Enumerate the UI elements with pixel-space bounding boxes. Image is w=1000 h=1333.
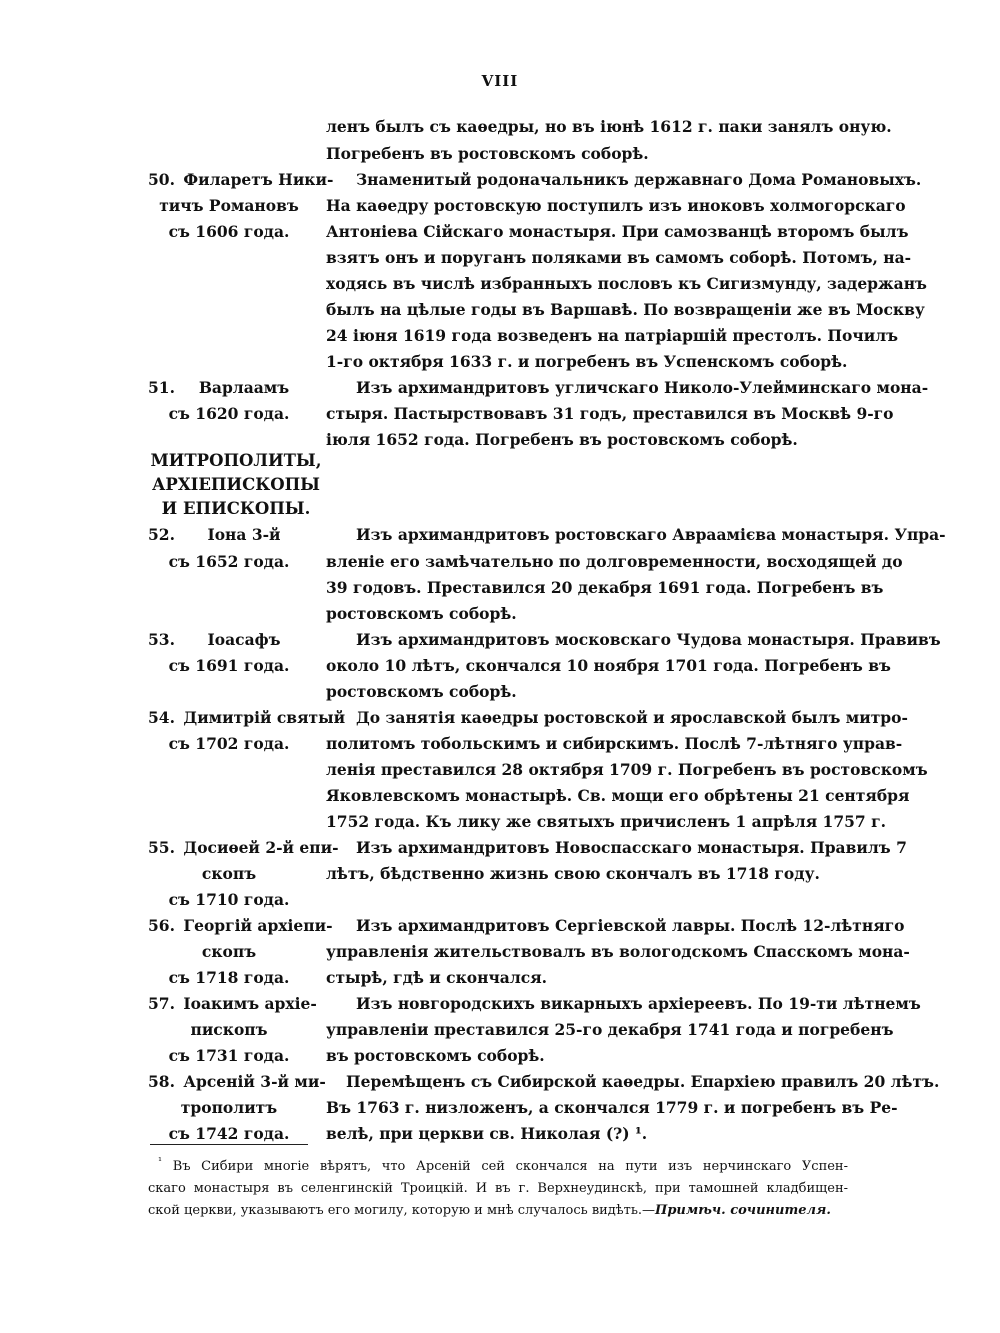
entry-name-line: [148, 913, 333, 939]
entry-name-line: съ 1742 года.: [168, 1124, 290, 1143]
entry-text-line: лѣтъ, бѣдственно жизнь свою скончалъ въ 1718 году.: [326, 864, 820, 883]
entry-name-line: съ 1731 года.: [168, 1046, 290, 1065]
entry-text-line: Яковлевскомъ монастырѣ. Св. мощи его обрѣтены 21 сентября: [326, 786, 910, 805]
entry-text-line: 39 годовъ. Преставился 20 декабря 1691 года. Погребенъ въ: [326, 578, 884, 597]
entry-name: Іона 3-й: [207, 525, 281, 544]
entry-name: Іоасафъ: [207, 630, 281, 649]
entry-text-line: ростовскомъ соборѣ.: [326, 682, 517, 701]
entry-name: Досиѳей 2-й епи-: [183, 838, 339, 857]
entry-name-line: съ 1710 года.: [168, 890, 290, 909]
footnote-signature: Примѣч. сочинителя.: [655, 1203, 831, 1218]
continuation-line: Погребенъ въ ростовскомъ соборѣ.: [326, 144, 649, 163]
entry-name-line: съ 1620 года.: [168, 404, 290, 423]
section-heading-line: И ЕПИСКОПЫ.: [161, 499, 311, 518]
entry-number: 55.: [148, 838, 175, 857]
entry-name: Арсеній 3-й ми-: [183, 1072, 326, 1091]
entry-name-line: съ 1718 года.: [168, 968, 290, 987]
entry-name-line: скопъ: [201, 864, 257, 883]
entry-text-line: около 10 лѣтъ, скончался 10 ноября 1701 года. Погребенъ въ: [326, 656, 891, 675]
entry-text-line: Изъ архимандритовъ ростовскаго Авраамієва монастыря. Упра-: [356, 525, 946, 544]
entry-name-line: [148, 375, 310, 401]
entry-number: 58.: [148, 1072, 175, 1091]
entry-text-line: ленія преставился 28 октября 1709 г. Погребенъ въ ростовскомъ: [326, 760, 928, 779]
entry-name-line: [148, 627, 310, 653]
entry-name-line: пископъ: [190, 1020, 268, 1039]
entry-name-line: [148, 167, 334, 193]
entry-text-line: Изъ архимандритовъ Сергіевской лавры. Послѣ 12-лѣтняго: [356, 916, 905, 935]
entry-number: 52.: [148, 525, 175, 544]
section-heading-line: АРХІЕПИСКОПЫ: [151, 475, 321, 494]
entry-text-line: 1-го октября 1633 г. и погребенъ въ Успенскомъ соборѣ.: [326, 352, 848, 371]
entry-text-line: въ ростовскомъ соборѣ.: [326, 1046, 545, 1065]
footnote-rule: [150, 1144, 308, 1145]
entry-text-line: управленіи преставился 25-го декабря 1741 года и погребенъ: [326, 1020, 894, 1039]
entry-name-line: трополитъ: [180, 1098, 278, 1117]
entry-text-line: стырѣ, гдѣ и скончался.: [326, 968, 548, 987]
entry-name-line: [148, 705, 346, 731]
entry-text-line: ростовскомъ соборѣ.: [326, 604, 517, 623]
entry-number: 51.: [148, 378, 175, 397]
entry-name: Іоакимъ архіе-: [183, 994, 317, 1013]
entry-name-line: съ 1702 года.: [168, 734, 290, 753]
entry-name-line: тичъ Романовъ: [159, 196, 299, 215]
footnote-text: Въ Сибири многіе вѣрятъ, что Арсеній сей скончался на пути изъ нерчинскаго Успен-: [172, 1159, 848, 1174]
entry-text-line: велѣ, при церкви св. Николая (?) ¹.: [326, 1124, 648, 1143]
entry-text-line: 1752 года. Къ лику же святыхъ причисленъ 1 апрѣля 1757 г.: [326, 812, 886, 831]
footnote-text: ской церкви, указываютъ его могилу, которую и мнѣ случалось видѣть.—: [148, 1203, 656, 1218]
page-number: VIII: [481, 72, 519, 90]
entry-text-line: 24 іюня 1619 года возведенъ на патріаршій престолъ. Почилъ: [326, 326, 899, 345]
entry-name: Георгій архіепи-: [183, 916, 333, 935]
entry-name-line: [148, 835, 339, 861]
entry-text-line: Изъ архимандритовъ Новоспасскаго монастыря. Правилъ 7: [356, 838, 907, 857]
entry-text-line: стыря. Пастырствовавъ 31 годъ, преставился въ Москвѣ 9-го: [326, 404, 894, 423]
entry-name-line: [148, 1069, 326, 1095]
entry-text-line: былъ на цѣлые годы въ Варшавѣ. По возвращеніи же въ Москву: [326, 300, 925, 319]
footnote-line: [148, 1200, 848, 1222]
entry-name-line: [148, 991, 317, 1017]
footnote-line: [158, 1156, 848, 1178]
entry-text-line: взятъ онъ и поруганъ поляками въ самомъ соборѣ. Потомъ, на-: [326, 248, 912, 267]
entry-number: 53.: [148, 630, 175, 649]
entry-number: 56.: [148, 916, 175, 935]
entry-name-line: съ 1606 года.: [168, 222, 290, 241]
entry-text-line: Въ 1763 г. низложенъ, а скончался 1779 г. и погребенъ въ Ре-: [326, 1098, 898, 1117]
entry-name-line: съ 1691 года.: [168, 656, 290, 675]
footnote-line: скаго монастыря въ селенгинскій Троицкій. И въ г. Верхнеудинскѣ, при тамошней кладбищен-: [148, 1181, 848, 1196]
entry-text-line: іюля 1652 года. Погребенъ въ ростовскомъ соборѣ.: [326, 430, 798, 449]
entry-text-line: вленіе его замѣчательно по долговременности, восходящей до: [326, 552, 903, 571]
entry-name: Варлаамъ: [198, 378, 290, 397]
entry-text-line: Изъ архимандритовъ угличскаго Николо-Улейминскаго мона-: [356, 378, 929, 397]
section-heading-line: МИТРОПОЛИТЫ,: [150, 451, 322, 470]
entry-text-line: Антоніева Сійскаго монастыря. При самозванцѣ второмъ былъ: [326, 222, 909, 241]
continuation-line: ленъ былъ съ каѳедры, но въ іюнѣ 1612 г. паки занялъ оную.: [326, 117, 892, 136]
entry-name-line: [148, 522, 310, 548]
entry-text-line: управленія жительствовалъ въ вологодскомъ Спасскомъ мона-: [326, 942, 910, 961]
entry-name-line: скопъ: [201, 942, 257, 961]
entry-number: 50.: [148, 170, 175, 189]
entry-text-line: Знаменитый родоначальникъ державнаго Дома Романовыхъ.: [356, 170, 922, 189]
entry-text-line: Перемѣщенъ съ Сибирской каѳедры. Епархіею правилъ 20 лѣтъ.: [346, 1072, 940, 1091]
entry-number: 57.: [148, 994, 175, 1013]
entry-text-line: Изъ архимандритовъ московскаго Чудова монастыря. Правивъ: [356, 630, 941, 649]
entry-name: Филаретъ Ники-: [183, 170, 334, 189]
entry-name: Димитрій святый: [183, 708, 346, 727]
entry-text-line: Изъ новгородскихъ викарныхъ архіереевъ. По 19-ти лѣтнемъ: [356, 994, 921, 1013]
entry-text-line: политомъ тобольскимъ и сибирскимъ. Послѣ 7-лѣтняго управ-: [326, 734, 903, 753]
entry-name-line: съ 1652 года.: [168, 552, 290, 571]
entry-text-line: ходясь въ числѣ избранныхъ пословъ къ Сигизмунду, задержанъ: [326, 274, 927, 293]
entry-text-line: На каѳедру ростовскую поступилъ изъ иноковъ холмогорскаго: [326, 196, 906, 215]
entry-text-line: До занятія каѳедры ростовской и ярославской былъ митро-: [356, 708, 908, 727]
entry-number: 54.: [148, 708, 175, 727]
footnote-mark: ¹: [158, 1156, 163, 1168]
